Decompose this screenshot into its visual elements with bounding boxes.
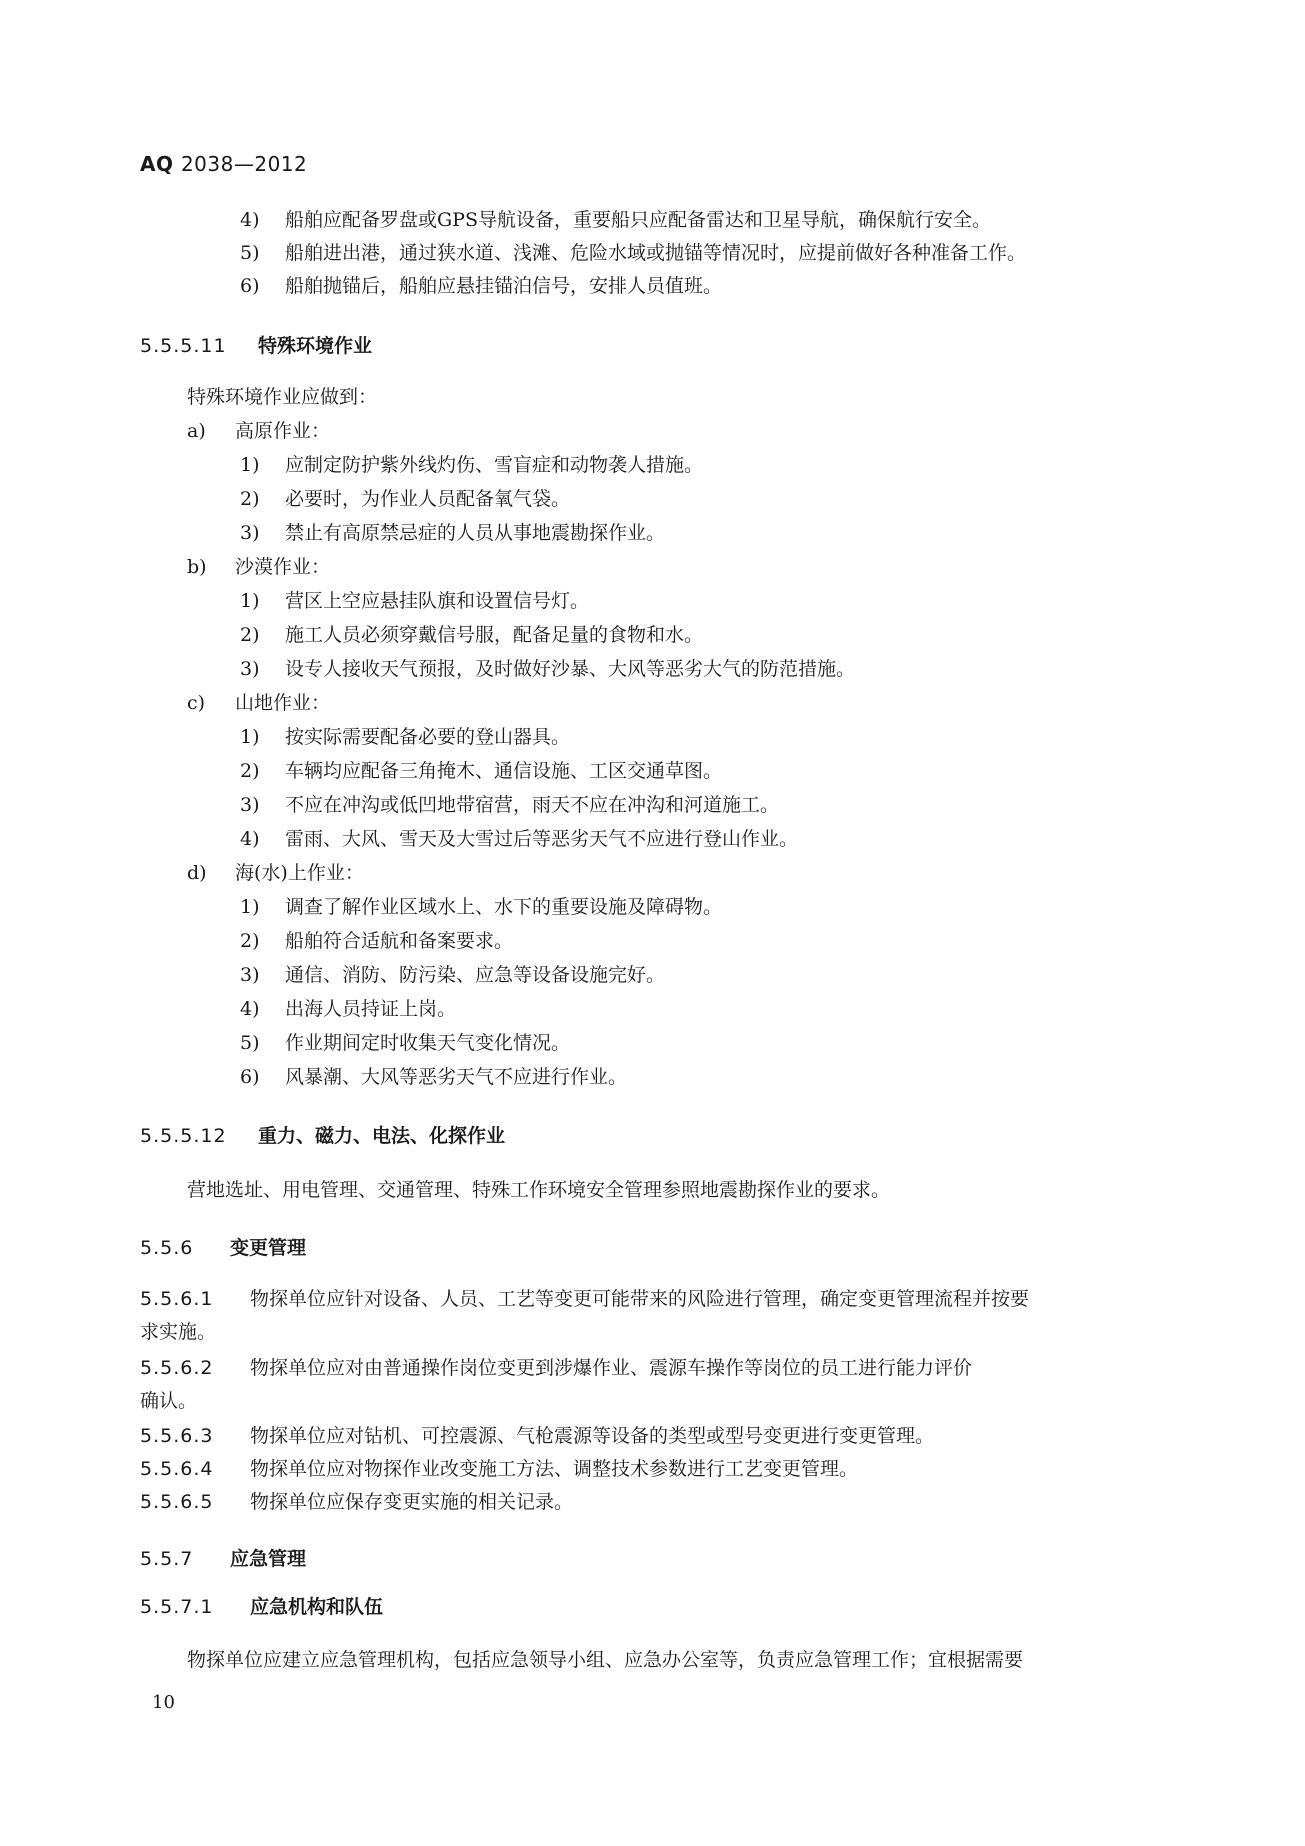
clause-5-5-6-3: 5.5.6.3 物探单位应对钻机、可控震源、气枪震源等设备的类型或型号变更进行变更管理。 bbox=[140, 1425, 935, 1447]
section-body: 物探单位应建立应急管理机构，包括应急领导小组、应急办公室等，负责应急管理工作；宜根据需要 bbox=[187, 1649, 1024, 1671]
list-item: 1) 应制定防护紫外线灼伤、雪盲症和动物袭人措施。 bbox=[240, 454, 704, 476]
list-item: 4) 船舶应配备罗盘或GPS导航设备，重要船只应配备雷达和卫星导航，确保航行安全。 bbox=[240, 209, 991, 231]
section-heading-5-5-6: 5.5.6 变更管理 bbox=[140, 1237, 307, 1259]
section-heading-5-5-7: 5.5.7 应急管理 bbox=[140, 1548, 307, 1570]
list-item: 2) 船舶符合适航和备案要求。 bbox=[240, 930, 514, 952]
document-code bbox=[140, 152, 307, 176]
clause-continuation: 求实施。 bbox=[140, 1321, 217, 1343]
list-item: 2) 车辆均应配备三角掩木、通信设施、工区交通草图。 bbox=[240, 760, 723, 782]
clause-5-5-6-2: 5.5.6.2 物探单位应对由普通操作岗位变更到涉爆作业、震源车操作等岗位的员工进行能力评价 bbox=[140, 1357, 973, 1379]
section-intro: 特殊环境作业应做到： bbox=[187, 386, 378, 408]
list-item: 4) 雷雨、大风、雪天及大雪过后等恶劣天气不应进行登山作业。 bbox=[240, 828, 799, 850]
list-item: 2) 施工人员必须穿戴信号服，配备足量的食物和水。 bbox=[240, 624, 704, 646]
page-number: 10 bbox=[152, 1692, 175, 1713]
list-item: 5) 船舶进出港，通过狭水道、浅滩、危险水域或抛锚等情况时，应提前做好各种准备工作。 bbox=[240, 242, 1027, 264]
document-number: 2038—2012 bbox=[180, 152, 308, 176]
sub-item-d: d) 海(水)上作业： bbox=[187, 862, 364, 884]
section-body: 营地选址、用电管理、交通管理、特殊工作环境安全管理参照地震勘探作业的要求。 bbox=[187, 1179, 891, 1201]
sub-item-a: a) 高原作业： bbox=[187, 420, 331, 442]
section-heading-5-5-5-12: 5.5.5.12 重力、磁力、电法、化探作业 bbox=[140, 1125, 506, 1147]
list-item: 3) 不应在冲沟或低凹地带宿营，雨天不应在冲沟和河道施工。 bbox=[240, 794, 780, 816]
list-item: 1) 按实际需要配备必要的登山器具。 bbox=[240, 726, 571, 748]
sub-item-b: b) 沙漠作业： bbox=[187, 556, 331, 578]
list-item: 5) 作业期间定时收集天气变化情况。 bbox=[240, 1032, 571, 1054]
list-item: 6) 风暴潮、大风等恶劣天气不应进行作业。 bbox=[240, 1066, 628, 1088]
section-heading-5-5-5-11: 5.5.5.11 特殊环境作业 bbox=[140, 335, 373, 357]
list-item: 4) 出海人员持证上岗。 bbox=[240, 998, 457, 1020]
clause-5-5-6-4: 5.5.6.4 物探单位应对物探作业改变施工方法、调整技术参数进行工艺变更管理。 bbox=[140, 1458, 859, 1480]
section-heading-5-5-7-1: 5.5.7.1 应急机构和队伍 bbox=[140, 1596, 384, 1618]
list-item: 3) 通信、消防、防污染、应急等设备设施完好。 bbox=[240, 964, 666, 986]
list-item: 6) 船舶抛锚后，船舶应悬挂锚泊信号，安排人员值班。 bbox=[240, 275, 723, 297]
clause-continuation: 确认。 bbox=[140, 1390, 198, 1412]
list-item: 3) 禁止有高原禁忌症的人员从事地震勘探作业。 bbox=[240, 522, 666, 544]
document-prefix: AQ bbox=[140, 152, 174, 176]
clause-5-5-6-5: 5.5.6.5 物探单位应保存变更实施的相关记录。 bbox=[140, 1491, 574, 1513]
list-item: 1) 营区上空应悬挂队旗和设置信号灯。 bbox=[240, 590, 590, 612]
list-item: 2) 必要时，为作业人员配备氧气袋。 bbox=[240, 488, 571, 510]
list-item: 3) 设专人接收天气预报，及时做好沙暴、大风等恶劣大气的防范措施。 bbox=[240, 658, 856, 680]
sub-item-c: c) 山地作业： bbox=[187, 692, 331, 714]
list-item: 1) 调查了解作业区域水上、水下的重要设施及障碍物。 bbox=[240, 896, 723, 918]
clause-5-5-6-1: 5.5.6.1 物探单位应针对设备、人员、工艺等变更可能带来的风险进行管理，确定变更管理流程并按要 bbox=[140, 1288, 1030, 1310]
